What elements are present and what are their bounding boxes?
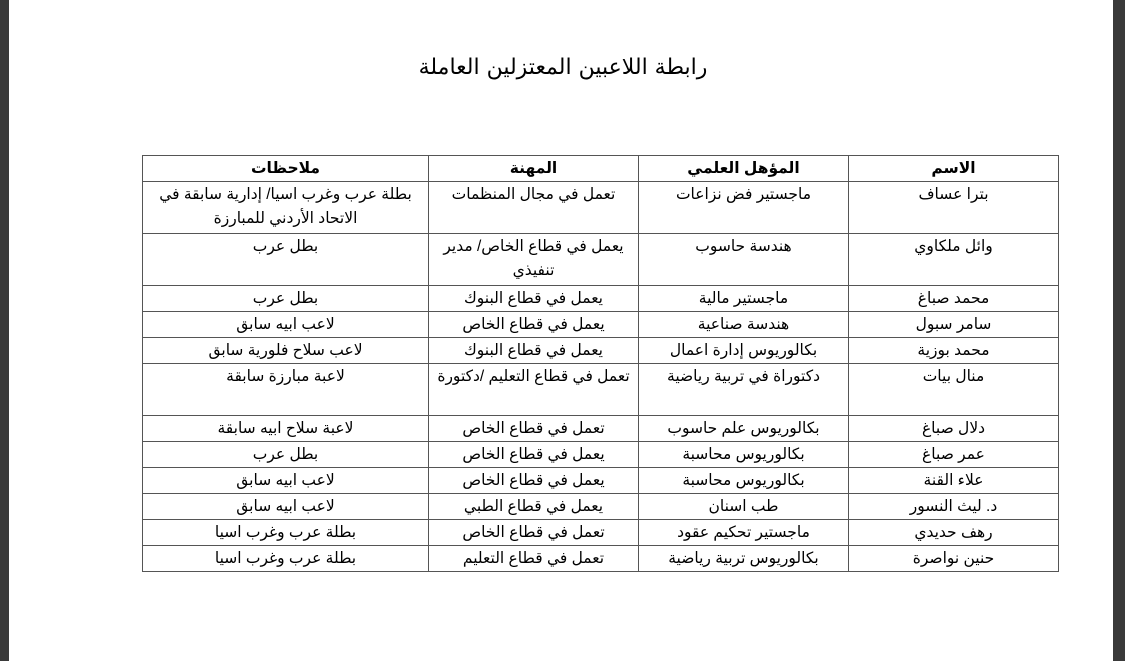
cell-job: يعمل في قطاع الخاص/ مدير تنفيذي (429, 234, 639, 286)
header-name: الاسم (849, 156, 1059, 182)
cell-job: يعمل في قطاع الخاص (429, 312, 639, 338)
cell-degree: بكالوريوس محاسبة (639, 442, 849, 468)
table-row (143, 286, 1059, 312)
cell-job: تعمل في مجال المنظمات (429, 182, 639, 234)
table-row (143, 234, 1059, 286)
cell-job: تعمل في قطاع التعليم (429, 546, 639, 572)
cell-degree: بكالوريوس محاسبة (639, 468, 849, 494)
table-header-row (143, 156, 1059, 182)
table-row (143, 182, 1059, 234)
cell-name: سامر سبول (849, 312, 1059, 338)
cell-name: منال بيات (849, 364, 1059, 416)
cell-degree: هندسة حاسوب (639, 234, 849, 286)
cell-degree: بكالوريوس تربية رياضية (639, 546, 849, 572)
table-row (143, 442, 1059, 468)
header-degree: المؤهل العلمي (639, 156, 849, 182)
cell-degree: دكتوراة في تربية رياضية (639, 364, 849, 416)
window-left-edge (0, 0, 9, 661)
header-notes: ملاحظات (143, 156, 429, 182)
window-right-edge (1113, 0, 1125, 661)
players-table (142, 155, 1059, 572)
cell-name: وائل ملكاوي (849, 234, 1059, 286)
cell-notes: لاعبة سلاح ابيه سابقة (143, 416, 429, 442)
cell-degree: بكالوريوس علم حاسوب (639, 416, 849, 442)
cell-job: تعمل في قطاع الخاص (429, 416, 639, 442)
cell-degree: ماجستير تحكيم عقود (639, 520, 849, 546)
table-row (143, 338, 1059, 364)
header-job: المهنة (429, 156, 639, 182)
cell-notes: بطل عرب (143, 286, 429, 312)
cell-name: محمد صباغ (849, 286, 1059, 312)
cell-notes: بطلة عرب وغرب اسيا (143, 520, 429, 546)
cell-job: تعمل في قطاع التعليم /دكتورة (429, 364, 639, 416)
cell-notes: لاعب ابيه سابق (143, 312, 429, 338)
table-row (143, 546, 1059, 572)
table-row (143, 416, 1059, 442)
cell-job: يعمل في قطاع البنوك (429, 286, 639, 312)
table-row (143, 468, 1059, 494)
cell-name: محمد بوزية (849, 338, 1059, 364)
cell-notes: لاعب سلاح فلورية سابق (143, 338, 429, 364)
table-row (143, 494, 1059, 520)
cell-job: يعمل في قطاع الخاص (429, 468, 639, 494)
cell-name: بترا عساف (849, 182, 1059, 234)
cell-notes: بطلة عرب وغرب اسيا/ إدارية سابقة في الاتحاد الأردني للمبارزة (143, 182, 429, 234)
cell-job: يعمل في قطاع الخاص (429, 442, 639, 468)
table-row (143, 364, 1059, 416)
cell-degree: هندسة صناعية (639, 312, 849, 338)
cell-notes: لاعبة مبارزة سابقة (143, 364, 429, 416)
cell-degree: ماجستير فض نزاعات (639, 182, 849, 234)
cell-notes: لاعب ابيه سابق (143, 494, 429, 520)
cell-name: علاء القنة (849, 468, 1059, 494)
cell-degree: طب اسنان (639, 494, 849, 520)
cell-notes: بطل عرب (143, 234, 429, 286)
cell-notes: بطلة عرب وغرب اسيا (143, 546, 429, 572)
cell-job: تعمل في قطاع الخاص (429, 520, 639, 546)
cell-job: يعمل في قطاع البنوك (429, 338, 639, 364)
cell-notes: بطل عرب (143, 442, 429, 468)
cell-degree: بكالوريوس إدارة اعمال (639, 338, 849, 364)
cell-degree: ماجستير مالية (639, 286, 849, 312)
cell-notes: لاعب ابيه سابق (143, 468, 429, 494)
cell-name: حنين نواصرة (849, 546, 1059, 572)
cell-name: عمر صباغ (849, 442, 1059, 468)
cell-name: رهف حديدي (849, 520, 1059, 546)
table-row (143, 520, 1059, 546)
cell-name: دلال صباغ (849, 416, 1059, 442)
cell-job: يعمل في قطاع الطبي (429, 494, 639, 520)
document-title: رابطة اللاعبين المعتزلين العاملة (418, 55, 708, 80)
table-row (143, 312, 1059, 338)
cell-name: د. ليث النسور (849, 494, 1059, 520)
